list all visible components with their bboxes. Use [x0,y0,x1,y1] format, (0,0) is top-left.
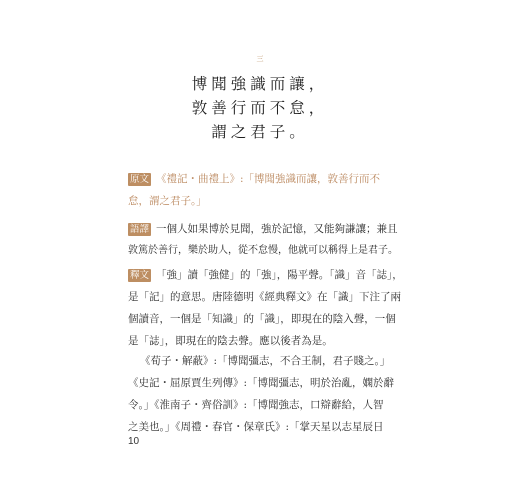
notes-section [128,264,403,352]
notes-line-2: 是「記」的意思。唐陸德明《經典釋文》在「識」下注了兩 [128,291,401,303]
original-text-1: 《禮記・曲禮上》:「博聞強識而讓，敦善行而不 [156,173,381,185]
translation-line-2: 敦篤於善行，樂於助人，從不怠慢，他就可以稱得上是君子。 [128,245,398,256]
notes-line-3: 個讀音，一個是「知識」的「識」，即現在的陰入聲，一個 [128,313,396,325]
translation-text-1: 一個人如果博於見聞，強於記憶，又能夠謙讓；兼且 [156,223,398,235]
original-line-2: 怠，謂之君子。」 [128,195,207,207]
body-line-3: 令。」《淮南子・齊俗訓》:「博聞強志，口辯辭給，人智 [128,399,384,411]
verse-line-3: 謂之君子。 [211,123,309,141]
verse-line-1: 博聞強識而讓， [191,75,329,93]
translation-tag: 語譯 [130,224,150,235]
translation-line-1 [128,218,398,240]
verse-line-2: 敦善行而不怠， [191,99,329,117]
body-line-4: 之美也。」《周禮・春官・保章氏》:「掌天星以志星辰日 [128,421,384,433]
translation-section [128,218,398,262]
body-section [128,350,395,438]
body-line-1: 《荀子・解蔽》:「博聞彊志，不合王制，君子賤之。」 [140,355,391,367]
notes-tag: 釋文 [130,270,150,281]
body-line-2: 《史記・屈原賈生列傳》:「博聞彊志，明於治亂，嫻於辭 [128,377,395,389]
notes-line-4: 是「誌」，即現在的陰去聲。應以後者為是。 [128,335,333,347]
original-text-section [128,168,392,212]
notes-line-1 [128,264,403,286]
decorative-mark: 三 [256,55,264,63]
original-tag: 原文 [130,174,150,185]
page-number: 10 [128,436,140,447]
original-line-1 [128,168,392,190]
notes-text-1: 「強」讀「強健」的「強」，陽平聲。「識」音「誌」， [156,269,403,281]
